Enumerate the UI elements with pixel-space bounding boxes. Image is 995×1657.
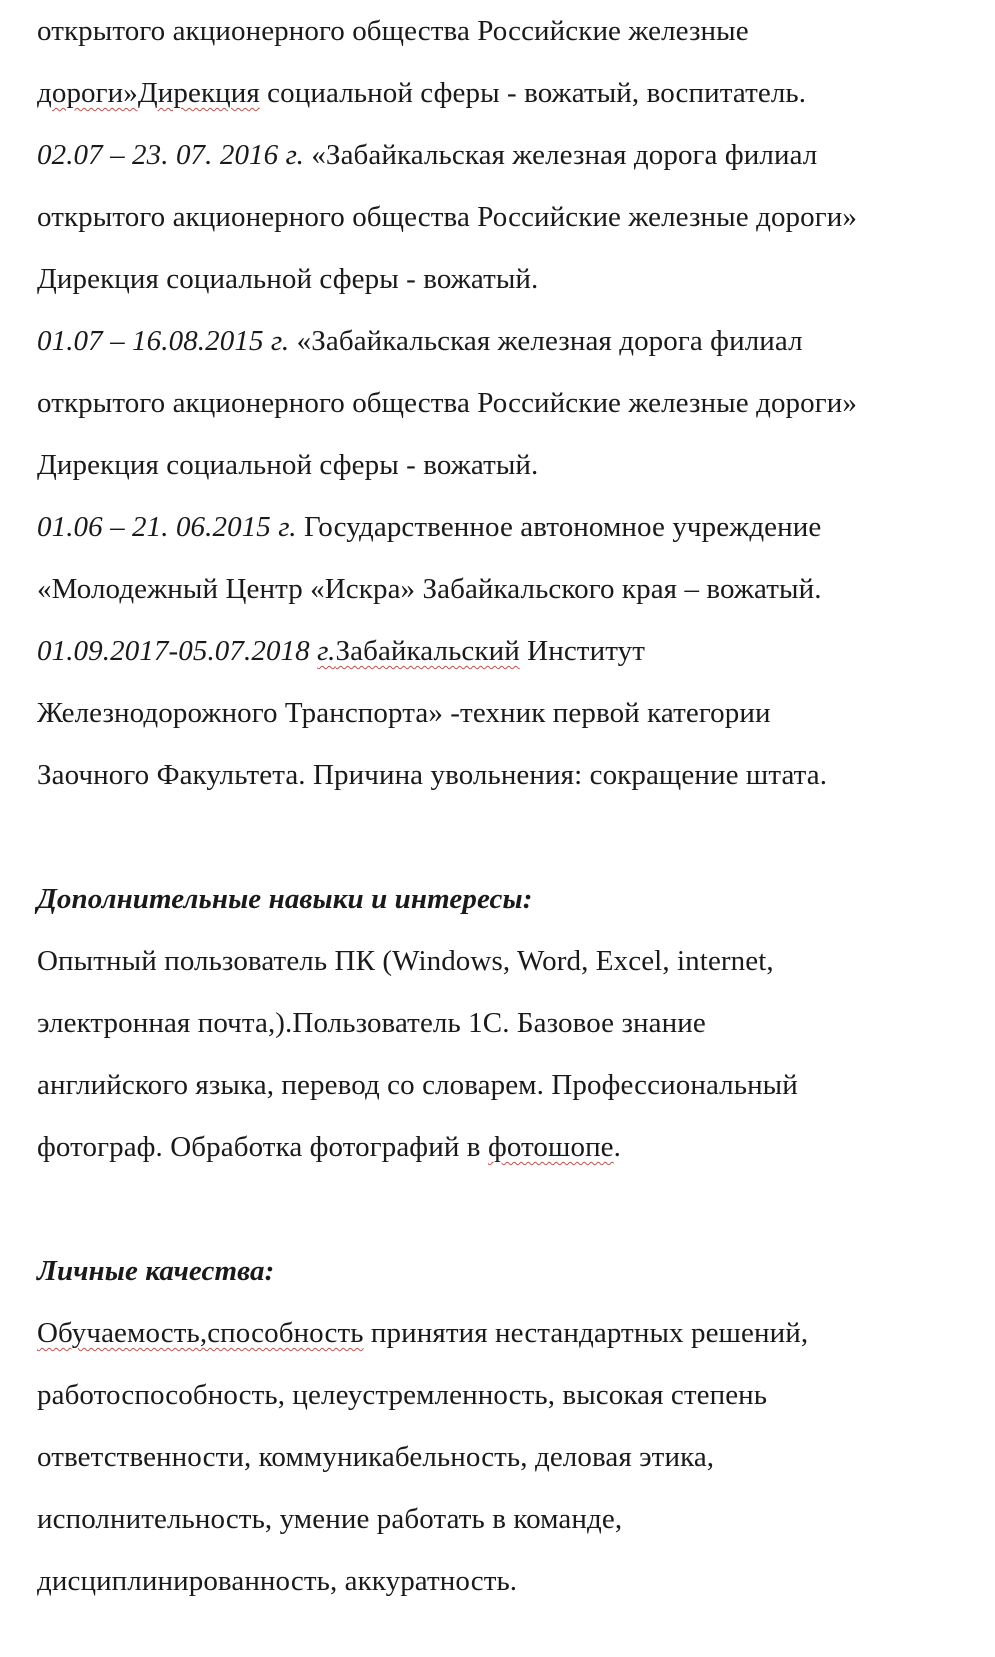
- text: открытого акционерного общества Российские железные дороги»: [37, 387, 857, 419]
- text: Институт: [519, 635, 645, 667]
- text-line: [37, 1302, 977, 1364]
- text-line: [37, 1550, 977, 1612]
- spellcheck-word[interactable]: фотошопе: [487, 1131, 614, 1163]
- job-date: 01.09.2017-05.07.2018: [37, 635, 318, 667]
- text-line: [37, 992, 977, 1054]
- text: дисциплинированность, аккуратность.: [37, 1565, 518, 1597]
- text-line: [37, 1426, 977, 1488]
- text: социальной сферы - вожатый, воспитатель.: [259, 77, 807, 109]
- text-line: [37, 1116, 977, 1178]
- text: работоспособность, целеустремленность, высокая степень: [37, 1379, 768, 1411]
- text-line: [37, 744, 977, 806]
- text-line: [37, 558, 977, 620]
- text: .: [613, 1131, 622, 1163]
- text: «Забайкальская железная дорога филиал: [303, 139, 818, 171]
- text: Железнодорожного Транспорта» -техник первой категории: [37, 697, 771, 729]
- spellcheck-word[interactable]: Забайкальский: [335, 635, 520, 667]
- text: «Забайкальская железная дорога филиал: [289, 325, 803, 357]
- blank-line: [37, 806, 977, 868]
- text-line: [37, 1488, 977, 1550]
- job-entry-line: [37, 124, 977, 186]
- text: исполнительность, умение работать в команде,: [37, 1503, 623, 1535]
- text-line: [37, 682, 977, 744]
- spellcheck-word[interactable]: дороги»Дирекция: [37, 77, 260, 109]
- document-page: [37, 0, 977, 1612]
- job-date: 01.07 – 16.08.2015 г.: [37, 325, 290, 357]
- text-line: [37, 372, 977, 434]
- text: Дирекция социальной сферы - вожатый.: [37, 449, 539, 481]
- job-entry-line: [37, 496, 977, 558]
- section-heading-personal: Личные качества:: [37, 1255, 275, 1287]
- spellcheck-word[interactable]: Обучаемость,способность: [37, 1317, 364, 1349]
- text-line: [37, 62, 977, 124]
- text: открытого акционерного общества Российские железные: [37, 15, 749, 47]
- text-line: [37, 0, 977, 62]
- text-line: [37, 248, 977, 310]
- blank-line: [37, 1178, 977, 1240]
- job-entry-line: [37, 620, 977, 682]
- text: Опытный пользователь ПК (Windows, Word, Excel, internet,: [37, 945, 774, 977]
- text-line: [37, 1054, 977, 1116]
- text-line: [37, 930, 977, 992]
- text: Дирекция социальной сферы - вожатый.: [37, 263, 539, 295]
- spellcheck-word[interactable]: г.: [317, 635, 336, 667]
- text-line: [37, 186, 977, 248]
- text: Государственное автономное учреждение: [296, 511, 822, 543]
- text-line: [37, 1364, 977, 1426]
- text: «Молодежный Центр «Искра» Забайкальского края – вожатый.: [37, 573, 822, 605]
- text: английского языка, перевод со словарем. Профессиональный: [37, 1069, 798, 1101]
- text-line: [37, 434, 977, 496]
- section-heading-skills: Дополнительные навыки и интересы:: [37, 883, 533, 915]
- job-date: 01.06 – 21. 06.2015 г.: [37, 511, 297, 543]
- text: открытого акционерного общества Российские железные дороги»: [37, 201, 857, 233]
- text: ответственности, коммуникабельность, деловая этика,: [37, 1441, 715, 1473]
- text: электронная почта,).Пользователь 1С. Базовое знание: [37, 1007, 706, 1039]
- text: фотограф. Обработка фотографий в: [37, 1131, 488, 1163]
- text: Заочного Факультета. Причина увольнения: сокращение штата.: [37, 759, 828, 791]
- job-date: 02.07 – 23. 07. 2016 г.: [37, 139, 304, 171]
- text: принятия нестандартных решений,: [363, 1317, 809, 1349]
- job-entry-line: [37, 310, 977, 372]
